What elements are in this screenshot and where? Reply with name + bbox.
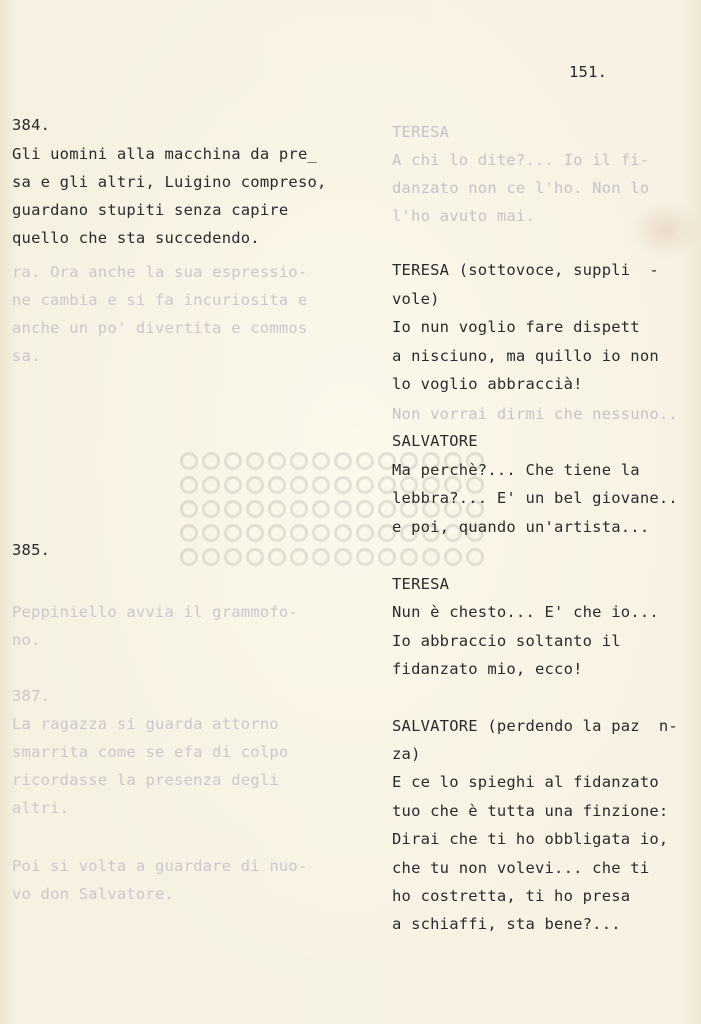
bleed-through-text: TERESA: [392, 123, 450, 141]
dialogue-line: ho costretta, ti ho presa: [392, 887, 631, 905]
dialogue-line: e poi, quando un'artista...: [392, 518, 650, 536]
bleed-through-text: Poi si volta a guardare di nuo-: [12, 857, 308, 875]
bleed-through-text: La ragazza si guarda attorno: [12, 715, 279, 733]
dialogue-line: Dirai che ti ho obbligata io,: [392, 830, 669, 848]
dialogue-line: tuo che è tutta una finzione:: [392, 802, 669, 820]
bleed-through-text: altri.: [12, 799, 70, 817]
dialogue-line: lo voglio abbraccià!: [392, 375, 583, 393]
dialogue-line: fidanzato mio, ecco!: [392, 660, 583, 678]
dialogue-line: Nun è chesto... E' che io...: [392, 603, 659, 621]
scene-description-line: sa e gli altri, Luigino compreso,: [12, 173, 327, 191]
paper-stain: [631, 200, 701, 260]
dialogue-speaker-line: SALVATORE (perdendo la paz n-: [392, 717, 678, 735]
dialogue-line: che tu non volevi... che ti: [392, 859, 650, 877]
page-number: 151.: [569, 63, 608, 81]
scene-description-line: Gli uomini alla macchina da pre_: [12, 145, 318, 163]
dialogue-line: za): [392, 745, 421, 763]
bleed-through-text: 387.: [12, 687, 51, 705]
dialogue-line: a schiaffi, sta bene?...: [392, 915, 621, 933]
bleed-through-text: sa.: [12, 347, 41, 365]
scene-description-line: quello che sta succedendo.: [12, 229, 260, 247]
scene-number: 385.: [12, 541, 51, 559]
dialogue-line: vole): [392, 290, 440, 308]
bleed-through-text: Peppiniello avvia il grammofo-: [12, 603, 298, 621]
bleed-through-text: ne cambia e si fa incuriosita e: [12, 291, 308, 309]
bleed-through-text: no.: [12, 631, 41, 649]
bleed-through-text: l'ho avuto mai.: [392, 207, 535, 225]
dialogue-speaker-line: TERESA: [392, 575, 450, 593]
bleed-through-text: danzato non ce l'ho. Non lo: [392, 179, 650, 197]
bleed-through-text: A chi lo dite?... Io il fi-: [392, 151, 650, 169]
bleed-through-text: vo don Salvatore.: [12, 885, 175, 903]
bleed-through-text: smarrita come se efa di colpo: [12, 743, 289, 761]
dialogue-speaker-line: TERESA (sottovoce, suppli -: [392, 261, 659, 279]
bleed-through-text: ricordasse la presenza degli: [12, 771, 279, 789]
dialogue-line: a nisciuno, ma quillo io non: [392, 347, 659, 365]
dialogue-line: Ma perchè?... Che tiene la: [392, 461, 640, 479]
dialogue-speaker-line: SALVATORE: [392, 432, 478, 450]
scene-description-line: guardano stupiti senza capire: [12, 201, 289, 219]
dialogue-line: lebbra?... E' un bel giovane..: [392, 489, 678, 507]
bleed-through-text: anche un po' divertita e commos: [12, 319, 308, 337]
dialogue-line: Io nun voglio fare dispett: [392, 318, 640, 336]
bleed-through-text: ra. Ora anche la sua espressio-: [12, 263, 308, 281]
dialogue-line: Io abbraccio soltanto il: [392, 632, 621, 650]
dialogue-line: E ce lo spieghi al fidanzato: [392, 773, 659, 791]
bleed-through-text: Non vorrai dirmi che nessuno..: [392, 405, 678, 423]
scene-number: 384.: [12, 116, 51, 134]
